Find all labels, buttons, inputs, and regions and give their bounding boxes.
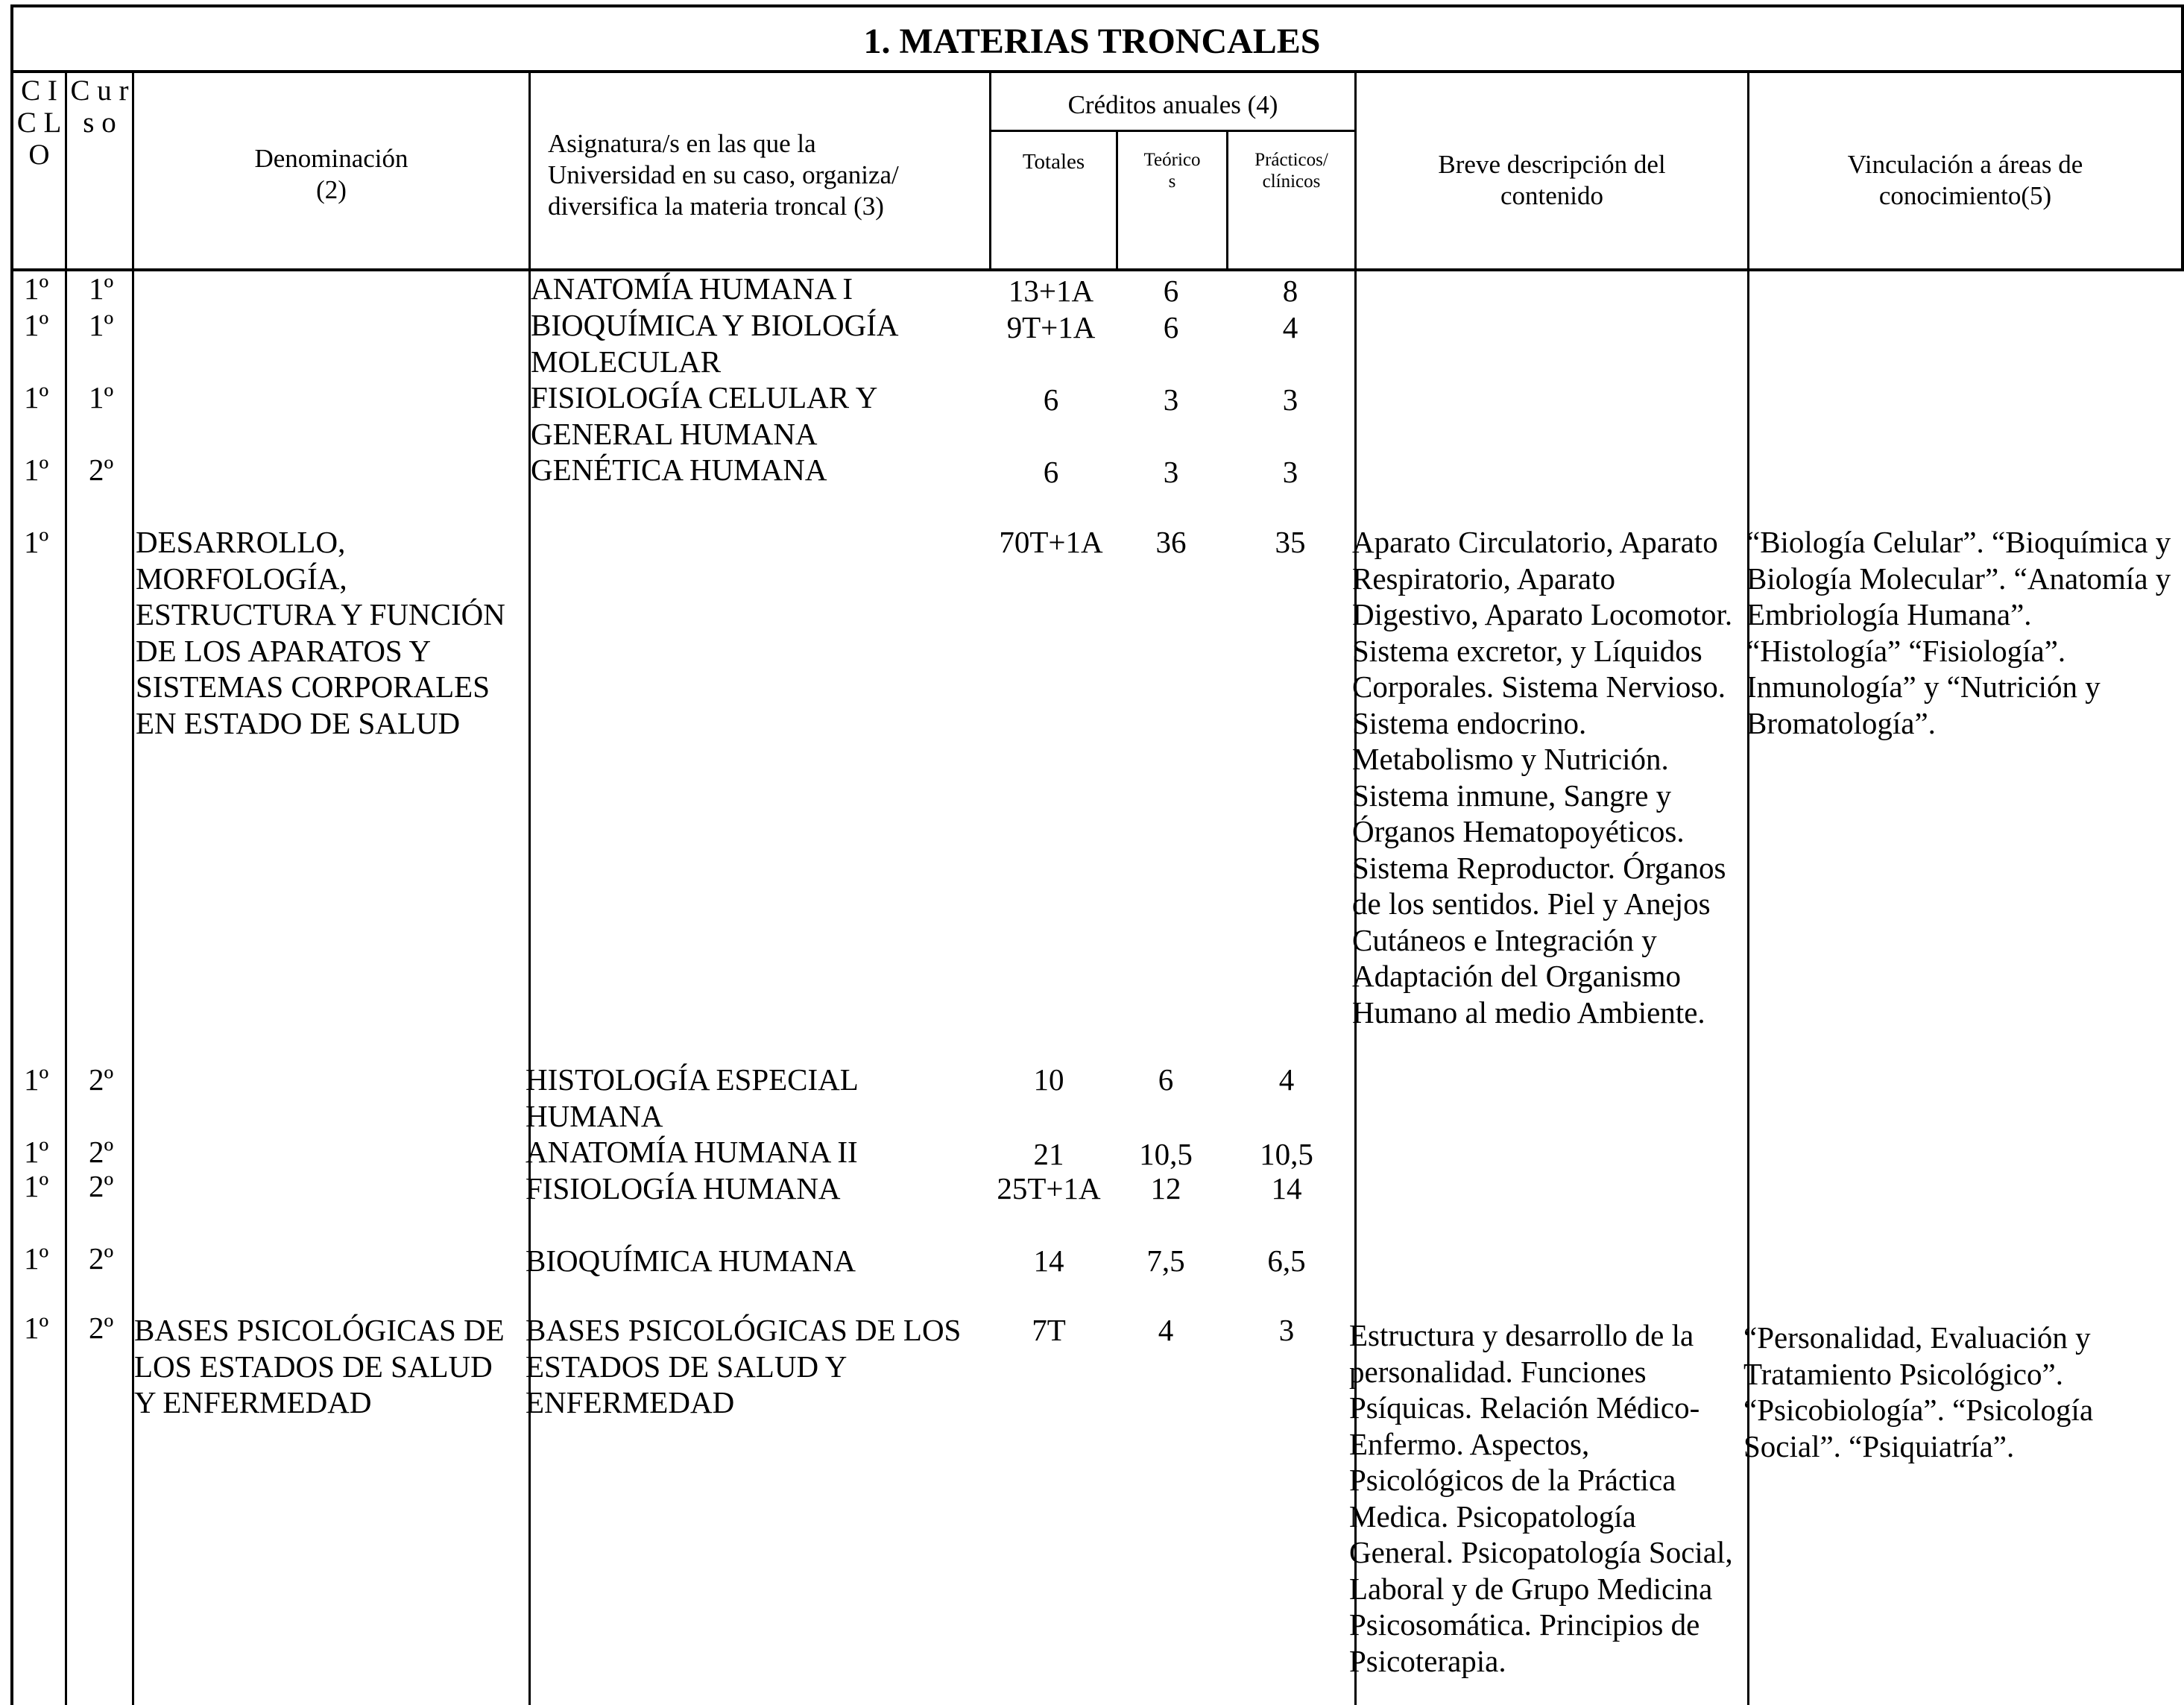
row-vinculacion: “Personalidad, Evaluación y Tratamiento Psicológico”. “Psicobiología”. “Psicología Social”. “Psiquiatría”. — [1743, 1320, 2094, 1463]
creditos-subheader-rule — [989, 130, 1356, 132]
row-ciclo: 1º — [24, 380, 49, 415]
row-curso: 2º — [89, 1311, 114, 1345]
row-practicos: 3 — [1282, 382, 1298, 417]
header-denominacion: Denominación (2) — [254, 144, 408, 204]
row-curso: 2º — [89, 453, 114, 487]
row-totales: 6 — [1043, 455, 1059, 489]
row-teoricos: 12 — [1150, 1171, 1181, 1206]
row-asignatura: BASES PSICOLÓGICAS DE LOS ESTADOS DE SALUD Y ENFERMEDAD — [526, 1313, 962, 1419]
row-ciclo: 1º — [24, 1311, 49, 1345]
row-descripcion: Aparato Circulatorio, Aparato Respiratorio, Aparato Digestivo, Aparato Locomotor. Sistema excretor, y Líquidos Corporales. Sistema Nervioso. Sistema endocrino. Metabolismo y Nutrición. Sistema inmune, Sangre y Órganos Hematopoyéticos. Sistema Reproductor. Órganos de los sentidos. Piel y Anejos Cutáneos e Integración y Adaptación del Organismo Humano al medio Ambiente. — [1352, 525, 1733, 1030]
title-bottom-rule — [10, 70, 2184, 73]
row-teoricos: 4 — [1158, 1313, 1174, 1347]
table-top-border — [10, 4, 2184, 7]
row-totales: 7T — [1032, 1313, 1066, 1347]
row-teoricos: 3 — [1163, 455, 1179, 489]
row-descripcion: Estructura y desarrollo de la personalidad. Funciones Psíquicas. Relación Médico- Enfermo. Aspectos, Psicológicos de la Práctica Medica. Psicopatología General. Psicopatología Social, Laboral y de Grupo Medicina Psicosomática. Principios de Psicoterapia. — [1349, 1318, 1733, 1678]
table-right-border — [2181, 4, 2184, 271]
row-totales: 25T+1A — [997, 1171, 1101, 1206]
row-asignatura: GENÉTICA HUMANA — [531, 453, 827, 487]
row-curso: 2º — [89, 1241, 114, 1276]
row-ciclo: 1º — [24, 308, 49, 342]
row-curso: 2º — [89, 1062, 114, 1097]
row-curso: 2º — [89, 1135, 114, 1169]
row-vinculacion: “Biología Celular”. “Bioquímica y Biología Molecular”. “Anatomía y Embriología Humana”. “Histología” “Fisiología”. Inmunología” y “Nutrición y Bromatología”. — [1746, 525, 2171, 740]
row-ciclo: 1º — [24, 1135, 49, 1169]
row-practicos: 8 — [1282, 274, 1298, 308]
row-totales: 14 — [1033, 1244, 1064, 1278]
header-practicos: Prácticos/ clínicos — [1254, 150, 1328, 192]
row-practicos: 3 — [1278, 1313, 1295, 1347]
row-ciclo: 1º — [24, 1169, 49, 1203]
col-rule-curso — [65, 70, 67, 1705]
row-practicos: 4 — [1282, 310, 1298, 344]
row-asignatura: FISIOLOGÍA CELULAR Y GENERAL HUMANA — [531, 380, 878, 451]
row-totales: 10 — [1033, 1062, 1064, 1097]
row-teoricos: 6 — [1163, 310, 1179, 344]
row-practicos: 4 — [1278, 1062, 1295, 1097]
header-teoricos: Teórico s — [1143, 150, 1201, 192]
row-teoricos: 3 — [1163, 382, 1179, 417]
row-teoricos: 36 — [1155, 525, 1187, 559]
col-rule-denominacion — [132, 70, 134, 1705]
header-ciclo: C I C L O — [16, 75, 62, 171]
page-title: 1. MATERIAS TRONCALES — [863, 22, 1321, 61]
header-totales: Totales — [1022, 150, 1085, 174]
row-asignatura: FISIOLOGÍA HUMANA — [526, 1171, 841, 1206]
row-totales: 70T+1A — [999, 525, 1103, 559]
row-asignatura: ANATOMÍA HUMANA I — [531, 271, 853, 306]
row-curso: 2º — [89, 1169, 114, 1203]
row-asignatura: BIOQUÍMICA Y BIOLOGÍA MOLECULAR — [531, 308, 899, 379]
row-ciclo: 1º — [24, 525, 49, 559]
row-practicos: 14 — [1271, 1171, 1302, 1206]
table-left-border — [10, 4, 13, 1705]
row-teoricos: 6 — [1163, 274, 1179, 308]
row-totales: 6 — [1043, 382, 1059, 417]
row-curso: 1º — [89, 380, 114, 415]
row-ciclo: 1º — [24, 271, 49, 306]
row-teoricos: 10,5 — [1139, 1137, 1193, 1171]
row-curso: 1º — [89, 271, 114, 306]
row-curso: 1º — [89, 308, 114, 342]
header-asignaturas: Asignatura/s en las que la Universidad en su caso, organiza/ diversifica la materia troncal (3) — [548, 129, 899, 221]
header-bottom-rule — [10, 268, 2184, 271]
row-practicos: 35 — [1275, 525, 1306, 559]
header-descripcion: Breve descripción del contenido — [1438, 150, 1666, 210]
row-totales: 9T+1A — [1006, 310, 1096, 344]
row-practicos: 10,5 — [1260, 1137, 1313, 1171]
row-totales: 13+1A — [1008, 274, 1094, 308]
row-practicos: 6,5 — [1267, 1244, 1306, 1278]
row-totales: 21 — [1033, 1137, 1064, 1171]
row-ciclo: 1º — [24, 1241, 49, 1276]
header-vinculacion: Vinculación a áreas de conocimiento(5) — [1847, 150, 2083, 210]
row-teoricos: 7,5 — [1146, 1244, 1185, 1278]
row-asignatura: ANATOMÍA HUMANA II — [526, 1135, 858, 1169]
row-teoricos: 6 — [1158, 1062, 1174, 1097]
row-denominacion: DESARROLLO, MORFOLOGÍA, ESTRUCTURA Y FUNCIÓN DE LOS APARATOS Y SISTEMAS CORPORALES EN ESTADO DE SALUD — [136, 525, 505, 740]
row-ciclo: 1º — [24, 453, 49, 487]
row-practicos: 3 — [1282, 455, 1298, 489]
row-denominacion: BASES PSICOLÓGICAS DE LOS ESTADOS DE SALUD Y ENFERMEDAD — [134, 1313, 505, 1419]
row-asignatura: HISTOLOGÍA ESPECIAL HUMANA — [526, 1062, 859, 1133]
header-curso: C u r s o — [70, 75, 129, 139]
row-ciclo: 1º — [24, 1062, 49, 1097]
row-asignatura: BIOQUÍMICA HUMANA — [526, 1244, 856, 1278]
header-creditos: Créditos anuales (4) — [1067, 90, 1278, 119]
